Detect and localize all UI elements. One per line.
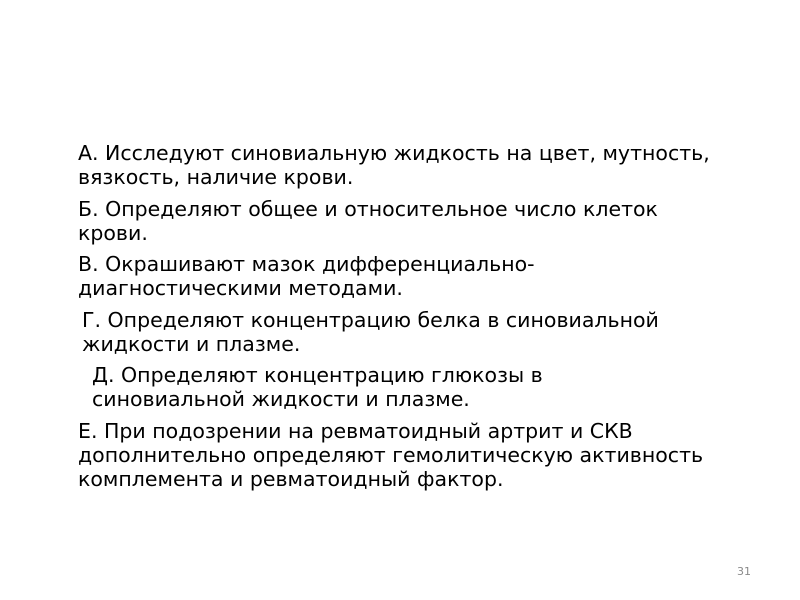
paragraph-d: Д. Определяют концентрацию глюкозы в синовиальной жидкости и плазме.: [92, 363, 543, 411]
paragraph-e: Е. При подозрении на ревматоидный артрит и СКВ дополнительно определяют гемолитическую активность комплемента и ревматоидный фактор.: [78, 418, 704, 491]
paragraph-b: Б. Определяют общее и относительное число клеток крови.: [78, 196, 658, 245]
slide-body: [78, 141, 768, 498]
paragraph-a: А. Исследуют синовиальную жидкость на цвет, мутность, вязкость, наличие крови.: [78, 141, 710, 189]
paragraph-g: Г. Определяют концентрацию белка в синовиальной жидкости и плазме.: [82, 307, 659, 356]
paragraph-v: В. Окрашивают мазок дифференциально- диагностическими методами.: [78, 252, 535, 300]
page-number: 31: [737, 565, 751, 578]
